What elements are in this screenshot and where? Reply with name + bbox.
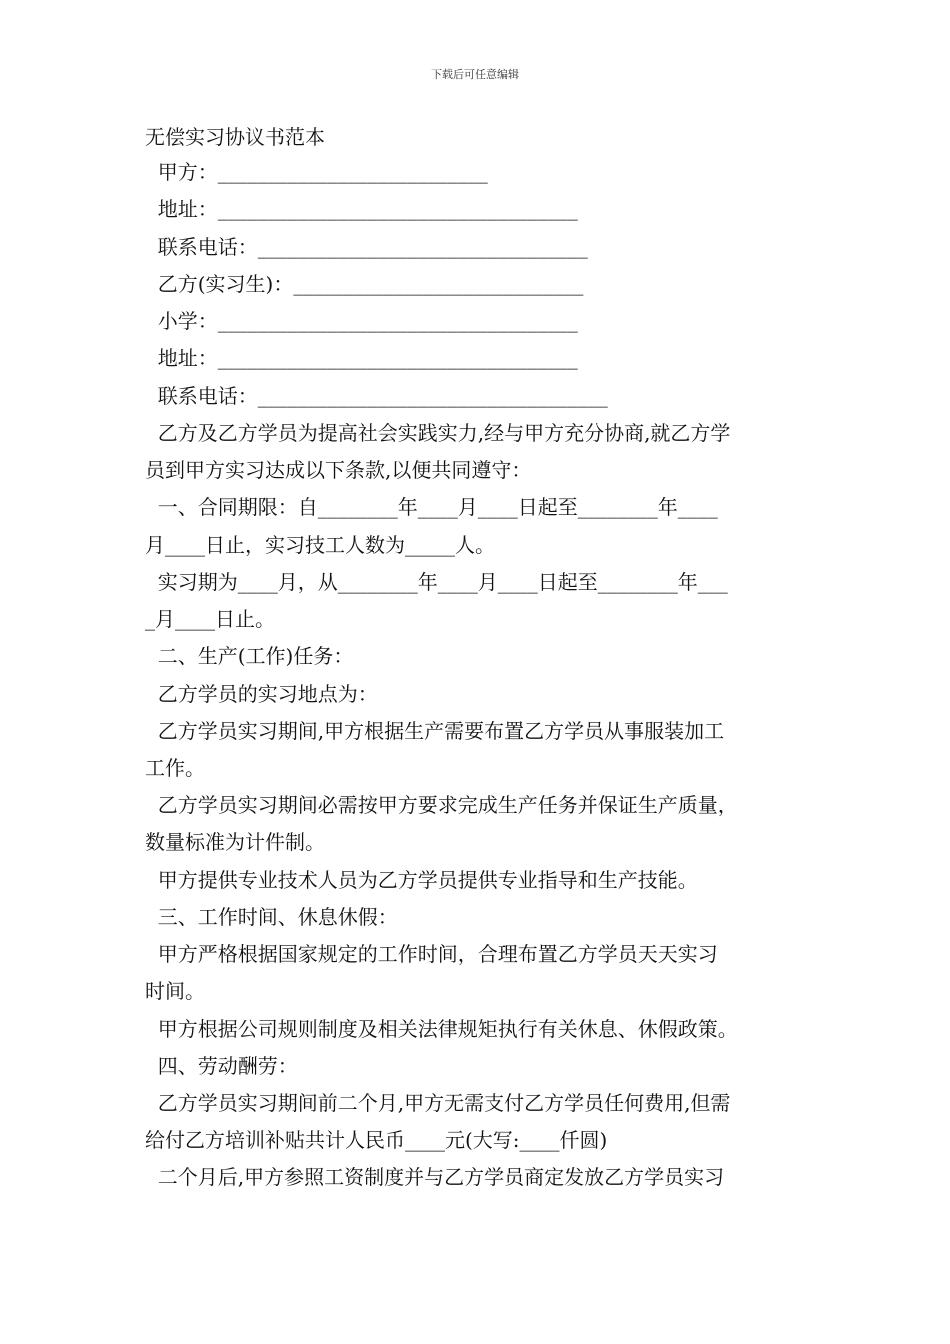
document-title: 无偿实习协议书范本: [145, 125, 325, 149]
phone-line: 联系电话：_________________________________: [145, 235, 588, 259]
address-line: 地址：____________________________________: [145, 346, 578, 370]
paragraph-line: _月____日止。: [145, 607, 275, 631]
paragraph-line: 二个月后,甲方参照工资制度并与乙方学员商定发放乙方学员实习: [145, 1165, 725, 1189]
paragraph-line: 乙方及乙方学员为提高社会实践实力,经与甲方充分协商,就乙方学: [145, 421, 731, 445]
school-line: 小学：____________________________________: [145, 309, 578, 333]
paragraph-line: 乙方学员实习期间必需按甲方要求完成生产任务并保证生产质量，: [145, 793, 738, 817]
page-header-note: 下载后可任意编辑: [431, 68, 519, 81]
section-heading: 四、劳动酬劳：: [145, 1054, 298, 1078]
paragraph-line: 乙方学员实习期间前二个月,甲方无需支付乙方学员任何费用,但需: [145, 1091, 731, 1115]
paragraph-line: 给付乙方培训补贴共计人民币____元(大写:____仟圆): [145, 1128, 608, 1152]
paragraph-line: 乙方学员实习期间,甲方根据生产需要布置乙方学员从事服装加工: [145, 719, 725, 743]
party-b-line: 乙方(实习生)：_____________________________: [145, 272, 584, 296]
paragraph-line: 乙方学员的实习地点为：: [145, 682, 378, 706]
paragraph-line: 工作。: [145, 756, 205, 780]
paragraph-line: 实习期为____月，从________年____月____日起至________年___: [145, 570, 728, 594]
paragraph-line: 数量标准为计件制。: [145, 830, 325, 854]
paragraph-line: 月____日止，实习技工人数为_____人。: [145, 533, 495, 557]
address-line: 地址：____________________________________: [145, 197, 578, 221]
phone-line: 联系电话：___________________________________: [145, 384, 608, 408]
section-heading: 三、工作时间、休息休假：: [145, 905, 398, 929]
party-a-line: 甲方：___________________________: [145, 160, 488, 184]
section-heading: 二、生产(工作)任务：: [145, 644, 354, 668]
paragraph-line: 时间。: [145, 979, 205, 1003]
paragraph-line: 甲方严格根据国家规定的工作时间，合理布置乙方学员天天实习: [145, 942, 718, 966]
paragraph-line: 甲方根据公司规则制度及相关法律规矩执行有关休息、休假政策。: [145, 1017, 738, 1041]
paragraph-line: 一、合同期限：自________年____月____日起至________年____: [145, 495, 718, 519]
paragraph-line: 员到甲方实习达成以下条款,以便共同遵守：: [145, 458, 532, 482]
paragraph-line: 甲方提供专业技术人员为乙方学员提供专业指导和生产技能。: [145, 868, 698, 892]
